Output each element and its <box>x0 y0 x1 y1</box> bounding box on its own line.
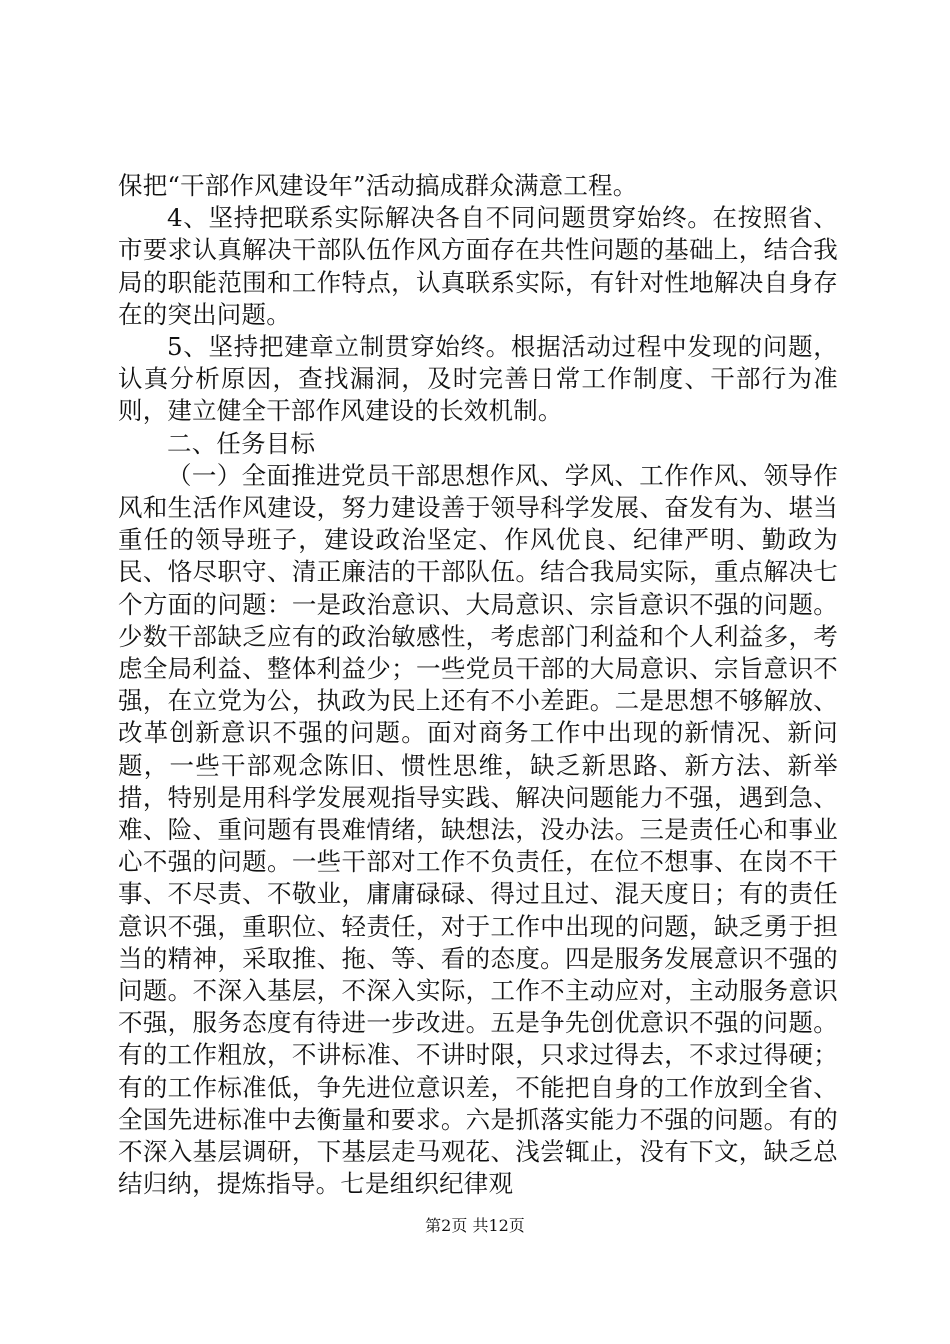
paragraph-goal-1: （一）全面推进党员干部思想作风、学风、工作作风、领导作风和生活作风建设，努力建设善于领导科学发展、奋发有为、堪当重任的领导班子，建设政治坚定、作风优良、纪律严明、勤政为民、恪尽职守、清正廉洁的干部队伍。结合我局实际，重点解决七个方面的问题：一是政治意识、大局意识、宗旨意识不强的问题。少数干部缺乏应有的政治敏感性，考虑部门利益和个人利益多，考虑全局利益、整体利益少；一些党员干部的大局意识、宗旨意识不强，在立党为公，执政为民上还有不小差距。二是思想不够解放、改革创新意识不强的问题。面对商务工作中出现的新情况、新问题，一些干部观念陈旧、惯性思维，缺乏新思路、新方法、新举措，特别是用科学发展观指导实践、解决问题能力不强，遇到急、难、险、重问题有畏难情绪，缺想法，没办法。三是责任心和事业心不强的问题。一些干部对工作不负责任，在位不想事、在岗不干事、不尽责、不敬业，庸庸碌碌、得过且过、混天度日；有的责任意识不强，重职位、轻责任，对于工作中出现的问题，缺乏勇于担当的精神，采取推、拖、等、看的态度。四是服务发展意识不强的问题。不深入基层，不深入实际，工作不主动应对，主动服务意识不强，服务态度有待进一步改进。五是争先创优意识不强的问题。有的工作粗放，不讲标准、不讲时限，只求过得去，不求过得硬；有的工作标准低，争先进位意识差，不能把自身的工作放到全省、全国先进标准中去衡量和要求。六是抓落实能力不强的问题。有的不深入基层调研，下基层走马观花、浅尝辄止，没有下文，缺乏总结归纳，提炼指导。七是组织纪律观 <box>118 460 838 1199</box>
paragraph-continuation: 保把“干部作风建设年”活动搞成群众满意工程。 <box>118 171 638 200</box>
document-body <box>118 170 838 1201</box>
page-footer: 第2页 共12页 <box>425 1216 525 1235</box>
paragraph-item-4: 4、坚持把联系实际解决各自不同问题贯穿始终。在按照省、市要求认真解决干部队伍作风方面存在共性问题的基础上，结合我局的职能范围和工作特点，认真联系实际，有针对性地解决自身存在的突出问题。 <box>118 203 838 329</box>
section-heading-task-goals: 二、任务目标 <box>167 428 316 458</box>
paragraph-item-5: 5、坚持把建章立制贯穿始终。根据活动过程中发现的问题，认真分析原因，查找漏洞，及时完善日常工作制度、干部行为准则，建立健全干部作风建设的长效机制。 <box>118 332 838 426</box>
